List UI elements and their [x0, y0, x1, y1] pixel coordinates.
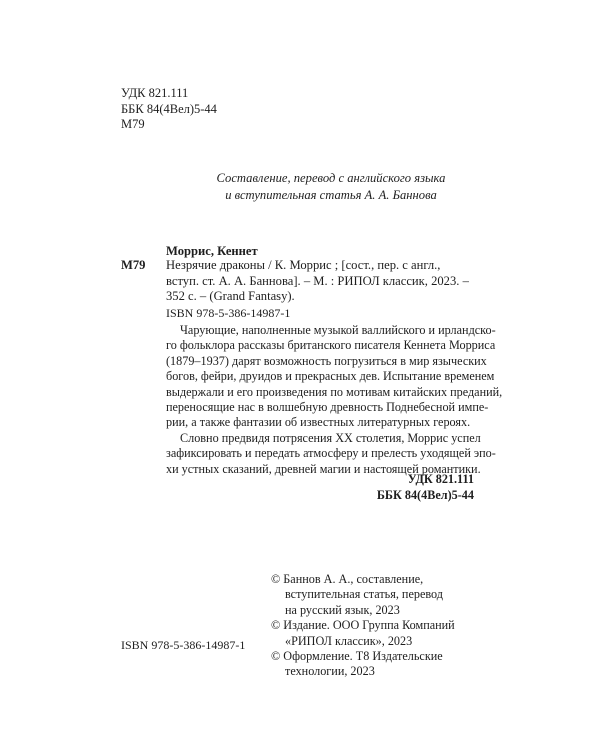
bottom-bbk-code: ББК 84(4Вел)5-44	[376, 487, 474, 502]
copyright-line: «РИПОЛ классик», 2023	[285, 633, 413, 648]
footer-isbn: ISBN 978-5-386-14987-1	[121, 638, 246, 652]
annotation-line: го фольклора рассказы британского писателя Кеннета Морриса	[166, 338, 496, 353]
biblio-line: вступ. ст. А. А. Баннова]. – М. : РИПОЛ классик, 2023. –	[166, 273, 469, 288]
annotation-line: рии, а также фантазии об известных литературных героях.	[166, 415, 471, 430]
credits-line-2: и вступительная статья А. А. Баннова	[225, 188, 437, 202]
copyright-line: на русский язык, 2023	[285, 602, 400, 617]
annotation-line: богов, фейри, друидов и прекрасных дев. Испытание временем	[166, 369, 495, 384]
copyright-line: © Оформление. Т8 Издательские	[271, 649, 443, 664]
credits	[0, 170, 600, 204]
annotation-line: (1879–1937) дарят возможность погрузиться в мир языческих	[166, 353, 487, 368]
author-heading: Моррис, Кеннет	[166, 244, 258, 258]
copyright-line: © Издание. ООО Группа Компаний	[271, 618, 455, 633]
credits-line-1: Составление, перевод с английского языка	[216, 171, 446, 185]
copyright-block	[271, 572, 455, 680]
annotation-line: хи устных сказаний, древней магии и настоящей романтики.	[166, 461, 481, 476]
udk-code: УДК 821.111	[121, 86, 189, 100]
bottom-udk-code: УДК 821.111	[407, 472, 474, 486]
bbk-code: ББК 84(4Вел)5-44	[121, 101, 217, 116]
copyright-line: вступительная статья, перевод	[285, 587, 443, 602]
annotation-line: Чарующие, наполненные музыкой валлийского и ирландско-	[180, 323, 496, 337]
biblio-line: Незрячие драконы / К. Моррис ; [сост., пер. с англ.,	[166, 258, 441, 272]
cutter-code: М79	[121, 117, 145, 131]
annotation-line: Словно предвидя потрясения XX столетия, Моррис успел	[180, 430, 481, 445]
annotation-line: зафиксировать и передать атмосферу и прелесть уходящей эпо-	[166, 446, 496, 461]
classification-codes	[121, 86, 217, 133]
annotation-line: переносящие нас в волшебную древность Поднебесной импе-	[166, 400, 489, 415]
catalog-cutter: М79	[121, 258, 146, 272]
annotation-line: выдержали и его произведения по мотивам китайских преданий,	[166, 384, 503, 399]
biblio-line: 352 с. – (Grand Fantasy).	[166, 289, 295, 303]
copyright-line: технологии, 2023	[285, 664, 375, 679]
copyright-line: © Баннов А. А., составление,	[271, 572, 424, 586]
catalog-isbn: ISBN 978-5-386-14987-1	[166, 306, 291, 320]
bibliographic-description	[166, 258, 469, 305]
bottom-classification-codes	[377, 472, 474, 503]
annotation	[166, 323, 502, 477]
